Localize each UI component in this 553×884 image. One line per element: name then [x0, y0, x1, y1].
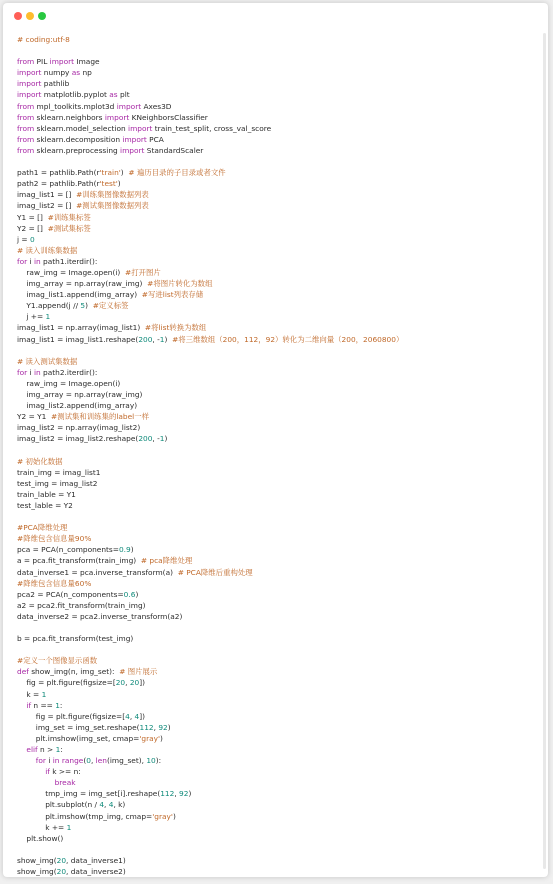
code-token: # PCA降维后重构处理 [177, 567, 253, 577]
code-token: Y2 = [] [17, 223, 48, 233]
code-token: , [104, 800, 109, 810]
code-line [17, 489, 540, 500]
code-token: for [17, 367, 28, 377]
code-token [17, 767, 45, 776]
code-token: 20 [56, 867, 67, 877]
code-token: data_inverse2 = pca2.inverse_transform(a2) [17, 611, 183, 621]
code-token: Axes3D [141, 101, 172, 111]
code-line [17, 101, 540, 112]
code-token: img_set = img_set.reshape( [17, 722, 140, 732]
code-line [17, 811, 540, 822]
code-line [17, 300, 540, 311]
code-line [17, 788, 540, 799]
code-token: # 读入测试集数据 [17, 356, 78, 366]
code-token: imag_list2 = [] [17, 201, 77, 211]
code-line [17, 733, 540, 744]
code-token: 10 [146, 756, 156, 766]
code-line [17, 56, 540, 67]
code-token: (img_set), [106, 756, 147, 766]
code-token: i [27, 367, 34, 377]
code-token: def [17, 667, 29, 677]
code-token: #定义一个图像显示函数 [17, 656, 98, 666]
code-line [17, 844, 540, 855]
code-token: test_lable = Y2 [17, 500, 73, 510]
title-bar [3, 3, 548, 29]
code-line [17, 755, 540, 766]
code-line [17, 511, 540, 522]
code-token: j += [17, 312, 46, 322]
code-token: ) [117, 179, 121, 189]
code-line [17, 156, 540, 167]
code-token: ) [160, 733, 163, 743]
code-line [17, 766, 540, 777]
code-token: 0 [29, 234, 35, 244]
code-token: 200 [138, 334, 153, 344]
code-token: : [59, 700, 63, 710]
code-token: imag_list2.append(img_array) [17, 401, 138, 411]
code-token: 1 [55, 700, 60, 710]
code-token: 20 [129, 678, 140, 688]
code-token: #测试集标签 [47, 223, 91, 233]
code-token: raw_img = Image.open(i) [17, 378, 121, 388]
code-token: import [49, 57, 75, 67]
code-token: mpl_toolkits.mplot3d [34, 101, 117, 111]
code-token: #将三维数组（200，112，92）转化为二维向量（200，2060800） [172, 334, 404, 344]
code-token: img_array = np.array(raw_img) [17, 279, 148, 289]
code-line [17, 666, 540, 677]
code-token [17, 756, 36, 765]
code-token: plt.show() [17, 833, 64, 843]
code-token: # 遍历目录的子目录或者文件 [128, 168, 226, 178]
code-token: plt [117, 90, 130, 100]
code-token: , [153, 722, 159, 732]
code-token: path1.iterdir(): [40, 256, 98, 266]
code-token: : [60, 745, 63, 754]
code-line [17, 677, 540, 688]
code-line [17, 322, 540, 333]
code-token [17, 778, 55, 787]
code-token: n == [31, 700, 56, 710]
code-token: len [95, 756, 107, 766]
code-line [17, 722, 540, 733]
code-token: # 初始化数据 [17, 456, 63, 466]
code-line [17, 799, 540, 810]
code-token: img_array = np.array(raw_img) [17, 390, 143, 399]
code-token: ): [155, 756, 162, 766]
code-token: import [104, 112, 130, 122]
code-token: imag_list1 = imag_list1.reshape( [17, 334, 139, 344]
code-token: path1 = pathlib.Path(r [17, 168, 100, 178]
code-token: range [61, 756, 84, 766]
code-line [17, 744, 540, 755]
code-token: #将list转换为数组 [144, 323, 207, 333]
code-token: #训练集图像数据列表 [76, 190, 149, 200]
code-token: elif [26, 745, 38, 754]
code-token: train_test_split, cross_val_score [152, 123, 272, 133]
code-token: 'gray' [139, 733, 161, 743]
code-token: 1 [159, 434, 165, 444]
code-token: fig = plt.figure(figsize=[ [17, 678, 116, 688]
code-line [17, 500, 540, 511]
code-line [17, 611, 540, 622]
code-token [17, 745, 26, 754]
code-token: 200 [138, 434, 153, 444]
code-line [17, 600, 540, 611]
code-token: , [174, 789, 180, 799]
code-token: 4 [134, 711, 140, 721]
code-token: as [71, 68, 81, 78]
code-token: for [17, 256, 28, 266]
code-line [17, 433, 540, 444]
code-token: ) [167, 722, 171, 732]
code-token: , - [152, 334, 160, 344]
code-line [17, 444, 540, 455]
code-line [17, 112, 540, 123]
code-token: 4 [99, 800, 105, 810]
code-token: import [116, 101, 142, 111]
code-token: imag_list1 = np.array(imag_list1) [17, 323, 145, 333]
code-line [17, 212, 540, 223]
code-line [17, 89, 540, 100]
code-token: sklearn.neighbors [34, 112, 105, 122]
code-token: 4 [108, 800, 114, 810]
code-line [17, 189, 540, 200]
code-token: 112 [160, 789, 175, 799]
code-token: ) [164, 434, 168, 444]
code-token: ]) [139, 678, 146, 688]
code-token: Image [74, 57, 100, 67]
code-line [17, 223, 540, 234]
code-token [17, 701, 26, 710]
code-token: #测试集图像数据列表 [76, 201, 149, 211]
code-line [17, 378, 540, 389]
code-line [17, 267, 540, 278]
code-line [17, 855, 540, 866]
code-token: , [125, 678, 130, 688]
code-line [17, 544, 540, 555]
minimize-window-button[interactable] [26, 12, 34, 20]
code-line [17, 456, 540, 467]
code-token: import [17, 90, 42, 100]
code-token: 1 [41, 689, 47, 699]
code-token: , data_inverse2) [66, 867, 126, 877]
code-line [17, 400, 540, 411]
code-token: from [17, 145, 35, 155]
code-line [17, 134, 540, 145]
code-token: matplotlib.pyplot [41, 90, 110, 100]
code-token: fig = plt.figure(figsize=[ [17, 711, 126, 721]
code-line [17, 655, 540, 666]
code-token: 20 [56, 855, 67, 865]
code-token: #训练集标签 [47, 212, 91, 222]
code-token: 1 [55, 745, 61, 754]
code-token: 0.9 [118, 545, 131, 555]
code-line [17, 622, 540, 633]
code-token: #降维包含信息量90% [17, 534, 92, 544]
code-token: train_img = imag_list1 [17, 467, 101, 477]
code-token: show_img( [17, 855, 57, 865]
code-token: , [90, 756, 96, 766]
code-block [17, 34, 540, 877]
code-line [17, 589, 540, 600]
code-token: ) [130, 545, 134, 555]
code-token: import [122, 134, 147, 144]
code-line [17, 833, 540, 844]
code-line [17, 200, 540, 211]
code-token: from [17, 112, 35, 122]
code-line [17, 711, 540, 722]
code-token: 0.6 [123, 589, 136, 599]
code-line [17, 478, 540, 489]
code-token: , data_inverse1) [66, 855, 126, 865]
code-token: # coding:utf-8 [17, 35, 70, 44]
code-token: ) [164, 334, 173, 344]
code-token: path2.iterdir(): [40, 367, 98, 377]
code-token: 'train' [99, 168, 121, 178]
code-token: # 图片展示 [119, 667, 158, 677]
code-line [17, 356, 540, 367]
code-line [17, 256, 540, 267]
code-line [17, 311, 540, 322]
code-token: #降维包含信息量60% [17, 578, 92, 588]
code-token: pca = PCA(n_components= [17, 545, 119, 555]
code-token: from [17, 123, 35, 133]
code-token: show_img(n, img_set): [28, 667, 120, 677]
code-token: Y2 = Y1 [17, 412, 52, 422]
code-token: ) [120, 168, 129, 178]
code-token: 92 [179, 789, 189, 799]
code-token: import [17, 68, 42, 78]
code-token: i [27, 256, 34, 266]
code-line [17, 278, 540, 289]
code-token: k += [17, 822, 67, 832]
code-token: in [33, 256, 41, 266]
code-token: 1 [45, 312, 51, 322]
code-token: as [109, 90, 118, 100]
code-token: ) [85, 301, 93, 311]
code-token: #将图片转化为数组 [147, 279, 213, 289]
code-token: from [17, 57, 35, 67]
code-token: 5 [80, 301, 86, 311]
code-token: from [17, 134, 35, 144]
code-token: sklearn.preprocessing [34, 145, 121, 155]
code-token: numpy [41, 68, 72, 78]
code-token: k >= n: [49, 767, 81, 777]
code-token: pca2 = PCA(n_components= [17, 589, 124, 599]
code-token: pathlib [41, 79, 70, 89]
code-token: tmp_img = img_set[i].reshape( [17, 789, 161, 799]
code-token: b = pca.fit_transform(test_img) [17, 634, 134, 644]
code-line [17, 178, 540, 189]
code-token: PCA [146, 134, 164, 144]
code-line [17, 167, 540, 178]
code-token: ) [188, 789, 192, 799]
code-token: imag_list1 = [] [17, 190, 77, 200]
code-token: imag_list1.append(img_array) [17, 290, 142, 300]
code-line [17, 245, 540, 256]
code-token: raw_img = Image.open(i) [17, 267, 125, 277]
close-window-button[interactable] [14, 12, 22, 20]
code-token: data_inverse1 = pca.inverse_transform(a) [17, 567, 178, 577]
vertical-scrollbar[interactable] [543, 33, 546, 869]
code-line [17, 467, 540, 478]
code-token: # 读入训练集数据 [17, 245, 78, 255]
code-token: ( [83, 756, 87, 766]
code-token: for [35, 756, 46, 766]
code-token: from [17, 101, 35, 111]
code-token: 1 [159, 334, 165, 344]
code-token: k = [17, 689, 42, 699]
code-token: 112 [139, 722, 154, 732]
code-line [17, 822, 540, 833]
code-token: path2 = pathlib.Path(r [17, 179, 100, 189]
code-token: import [128, 123, 153, 133]
code-line [17, 522, 540, 533]
code-line [17, 555, 540, 566]
code-token: plt.imshow(img_set, cmap= [17, 733, 140, 743]
maximize-window-button[interactable] [38, 12, 46, 20]
code-window [3, 3, 548, 877]
code-token: 0 [86, 756, 91, 766]
code-token: in [52, 756, 60, 766]
code-line [17, 633, 540, 644]
code-line [17, 45, 540, 56]
code-token: ]) [139, 711, 146, 721]
code-token: plt.subplot(n / [17, 800, 100, 810]
code-line [17, 411, 540, 422]
code-token: i [45, 756, 53, 766]
code-line [17, 289, 540, 300]
code-line [17, 533, 540, 544]
code-token: KNeighborsClassifier [129, 112, 208, 122]
code-token: in [33, 367, 41, 377]
code-token: #定义标签 [92, 301, 129, 311]
code-token: , [129, 711, 135, 721]
code-token: if [26, 700, 32, 710]
code-line [17, 123, 540, 134]
code-token: imag_list2 = imag_list2.reshape( [17, 434, 139, 444]
code-token: Y1 = [] [17, 212, 48, 222]
code-token: 1 [66, 822, 72, 832]
code-token: StandardScaler [144, 145, 204, 155]
code-token: sklearn.decomposition [34, 134, 123, 144]
code-token: np [80, 68, 92, 78]
code-token: test_img = imag_list2 [17, 478, 98, 488]
code-line [17, 866, 540, 877]
code-line [17, 422, 540, 433]
code-line [17, 145, 540, 156]
code-token: 'gray' [152, 811, 173, 821]
code-line [17, 78, 540, 89]
code-token: break [54, 778, 76, 788]
code-token: show_img( [17, 867, 57, 877]
code-token: #打开图片 [125, 267, 161, 277]
code-line [17, 578, 540, 589]
code-line [17, 367, 540, 378]
code-token: imag_list2 = np.array(imag_list2) [17, 423, 141, 433]
code-token: import [17, 79, 42, 89]
code-token: plt.imshow(tmp_img, cmap= [17, 811, 153, 821]
code-token: #PCA降维处理 [17, 523, 68, 533]
code-line [17, 345, 540, 356]
code-line [17, 689, 540, 700]
code-token: ) [135, 589, 139, 599]
code-line [17, 567, 540, 578]
code-token: a2 = pca2.fit_transform(train_img) [17, 600, 146, 610]
code-token: #测试集和训练集的label一样 [51, 412, 150, 422]
code-token: # pca降维处理 [140, 556, 193, 566]
code-token: 4 [125, 711, 130, 721]
code-line [17, 334, 540, 345]
code-token: import [120, 145, 145, 155]
code-token: a = pca.fit_transform(train_img) [17, 556, 141, 566]
code-token: Y1.append(j // [17, 301, 81, 311]
code-token: if [45, 767, 50, 777]
code-token: PIL [34, 57, 50, 67]
code-token: sklearn.model_selection [34, 123, 129, 133]
code-token: ) [172, 811, 176, 821]
code-token: 92 [158, 722, 168, 732]
code-line [17, 34, 540, 45]
code-token: 20 [115, 678, 126, 688]
code-line [17, 700, 540, 711]
code-line [17, 389, 540, 400]
code-token: j = [17, 234, 30, 244]
code-token: n > [37, 745, 56, 754]
code-token: , - [152, 434, 160, 444]
code-token: train_lable = Y1 [17, 489, 76, 499]
code-token: , k) [113, 800, 126, 810]
code-line [17, 234, 540, 245]
code-token: #写进list列表存储 [141, 290, 204, 300]
code-token: 'test' [99, 179, 118, 189]
code-line [17, 777, 540, 788]
code-line [17, 67, 540, 78]
code-line [17, 644, 540, 655]
